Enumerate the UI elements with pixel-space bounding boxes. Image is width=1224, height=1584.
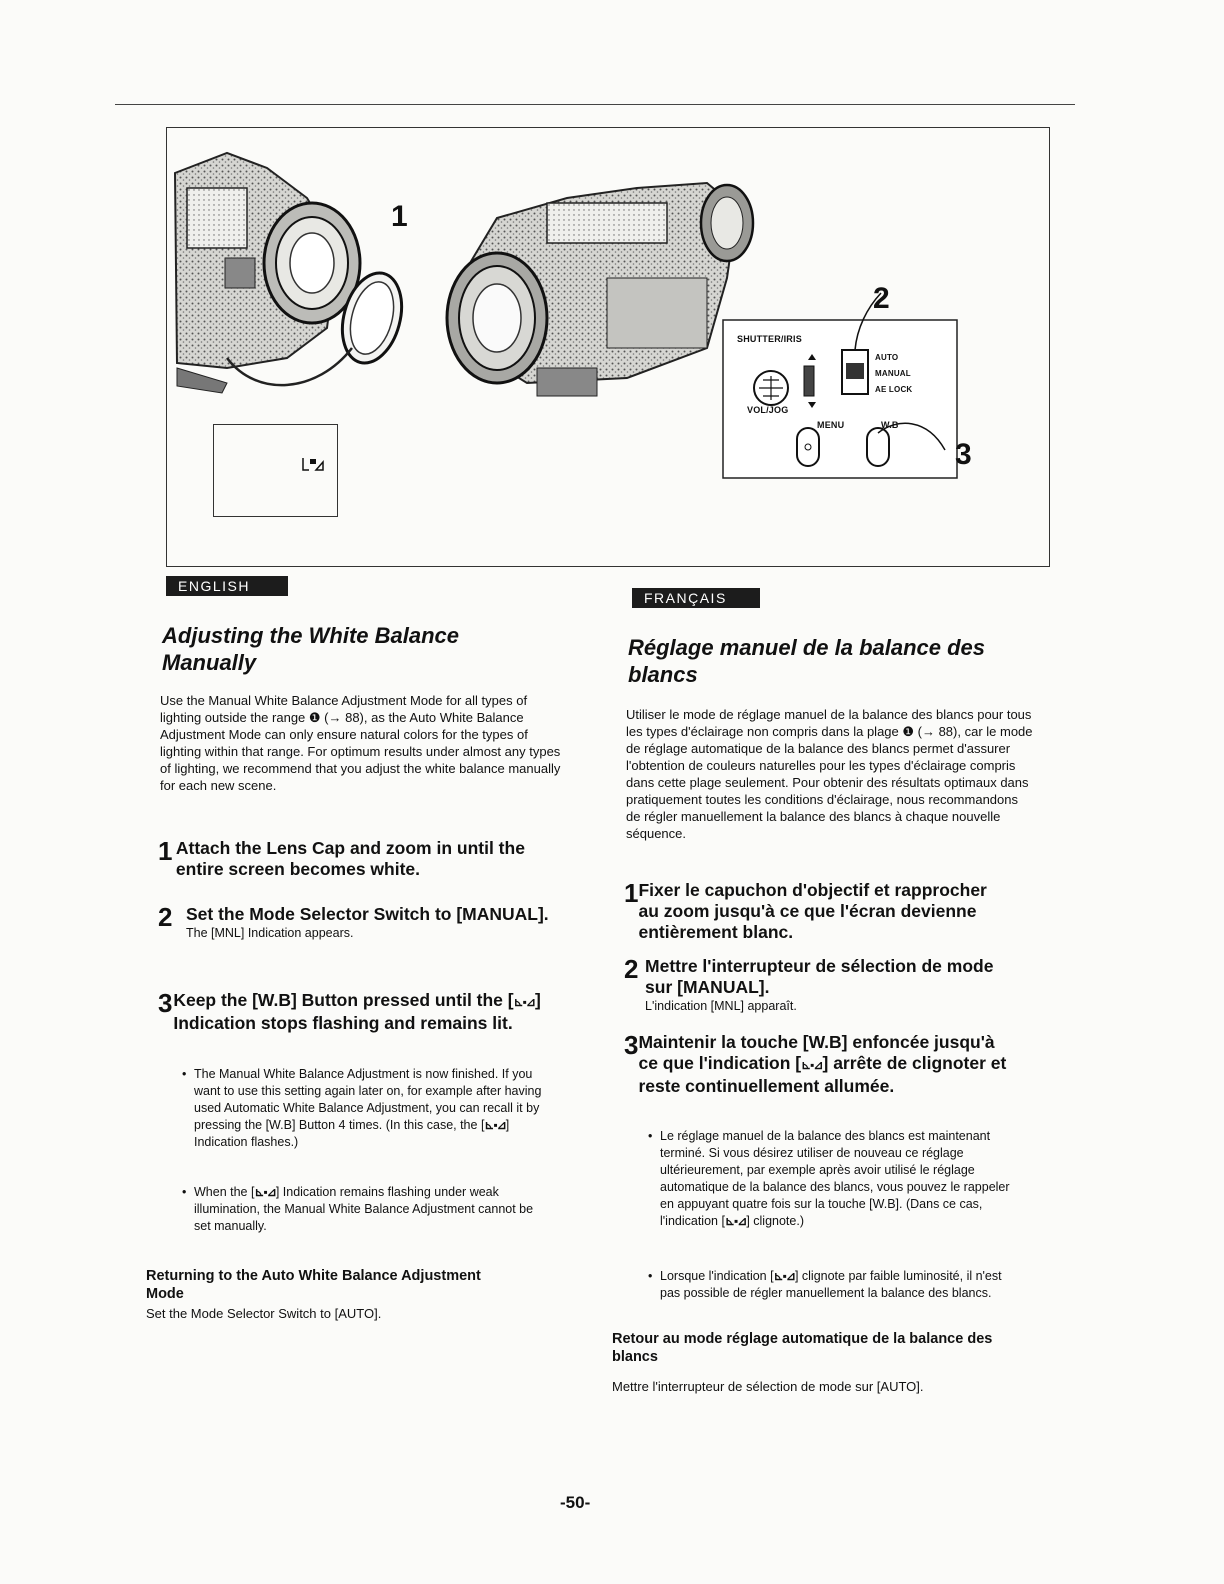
step-number: 3 [158, 988, 173, 1018]
bullet-text-part: ] Indication remains flashing under weak illumination, the Manual White Balance Adjustment cannot be set manually. [194, 1185, 534, 1233]
white-balance-manual-icon: ⊾▪⊿ [801, 1058, 823, 1072]
english-intro: Use the Manual White Balance Adjustment Mode for all types of lighting outside the range ❶ (→ 88), as the Auto White Balance Adjustment Mode can only ensure natural colors for the types of lighting within that range. For optimum results under almost any types of lighting, we recommend that you adjust the white balance manually for each new scene. [160, 693, 561, 793]
bullet-text-part: Le réglage manuel de la balance des blancs est maintenant terminé. Si vous désirez utiliser de nouveau ce réglage ultérieurement, par exemple après avoir utilisé le réglage automatique de la balance des blancs, vous pouvez le rappeler en appuyant quatre fois sur la touche [W.B]. (Dans ce cas, l'indication [ [660, 1129, 1010, 1228]
english-bullet-2 [182, 1184, 542, 1235]
french-step-3 [624, 1032, 1014, 1097]
wb-label: W.B [881, 420, 899, 430]
bullet-text [194, 1184, 542, 1235]
bullet-text-part: ] Indication flashes.) [194, 1118, 510, 1149]
white-balance-manual-icon: ⊾▪⊿ [254, 1185, 276, 1199]
step-number: 1 [624, 878, 639, 908]
white-balance-manual-icon [302, 457, 324, 471]
page-number: -50- [560, 1493, 591, 1512]
step-number: 2 [624, 954, 639, 984]
vol-jog-label: VOL/JOG [747, 405, 789, 415]
step-title [173, 990, 563, 1034]
callout-2: 2 [873, 282, 890, 315]
english-return-heading: Returning to the Auto White Balance Adjustment Mode [146, 1268, 481, 1302]
step-title [638, 1032, 1014, 1097]
step-title: Mettre l'interrupteur de sélection de mode sur [MANUAL]. [645, 956, 994, 997]
french-return-heading: Retour au mode réglage automatique de la balance des blancs [612, 1331, 993, 1365]
bullet-dot: • [182, 1185, 187, 1199]
bullet-dot: • [648, 1269, 653, 1283]
control-panel-inset [723, 293, 957, 478]
french-step-1 [624, 880, 1004, 943]
white-balance-manual-icon: ⊾▪⊿ [484, 1118, 506, 1132]
step-number: 2 [158, 902, 173, 932]
white-balance-manual-icon: ⊾▪⊿ [773, 1269, 795, 1283]
step-note: The [MNL] Indication appears. [186, 926, 354, 940]
bullet-text-part: Lorsque l'indication [ [660, 1269, 774, 1283]
bullet-text-part: When the [ [194, 1185, 255, 1199]
step-note: L'indication [MNL] apparaît. [645, 999, 797, 1013]
mode-auto-label: AUTO [875, 353, 899, 362]
left-camcorder-drawing [175, 153, 411, 393]
right-camcorder-drawing [447, 183, 753, 396]
bullet-dot: • [182, 1067, 187, 1081]
step-title-part: ] Indication stops flashing and remains lit. [173, 990, 541, 1033]
english-step-3 [158, 990, 563, 1034]
french-return-text: Mettre l'interrupteur de sélection de mode sur [AUTO]. [612, 1379, 924, 1394]
bullet-text [660, 1128, 1020, 1230]
english-step-1 [158, 838, 558, 880]
french-step-2 [624, 956, 1004, 1014]
callout-1: 1 [391, 200, 408, 233]
lcd-screen-indication [213, 424, 338, 517]
callout-3: 3 [955, 438, 972, 471]
bullet-text-part: The Manual White Balance Adjustment is now finished. If you want to use this setting again later on, for example after having used Automatic White Balance Adjustment, you can recall it by pressing the [W.B] Button 4 times. (In this case, the [ [194, 1067, 542, 1132]
french-title: Réglage manuel de la balance des blancs [628, 635, 986, 687]
step-title-part: Keep the [W.B] Button pressed until the [ [173, 990, 514, 1010]
top-rule [115, 104, 1075, 105]
bullet-dot: • [648, 1129, 653, 1143]
english-return-text: Set the Mode Selector Switch to [AUTO]. [146, 1306, 382, 1321]
english-tab: ENGLISH [166, 576, 288, 596]
bullet-text [194, 1066, 542, 1151]
step-number: 3 [624, 1030, 639, 1060]
bullet-text [660, 1268, 1020, 1302]
bullet-text-part: ] clignote.) [746, 1214, 804, 1228]
english-step-2 [158, 904, 558, 941]
step-title: Set the Mode Selector Switch to [MANUAL]. [186, 904, 549, 924]
bullet-text-part: ] clignote par faible luminosité, il n'est pas possible de régler manuellement la balance des blancs. [660, 1269, 1002, 1300]
french-bullet-2 [648, 1268, 1020, 1302]
step-title: Attach the Lens Cap and zoom in until the entire screen becomes white. [175, 838, 525, 879]
english-bullet-1 [182, 1066, 542, 1151]
mode-manual-label: MANUAL [875, 369, 911, 378]
french-bullet-1 [648, 1128, 1020, 1230]
french-intro: Utiliser le mode de réglage manuel de la balance des blancs pour tous les types d'éclairage non compris dans la plage ❶ (→ 88), car le mode de réglage automatique de la balance des blancs permet d'assurer l'obtention de couleurs naturelles pour les types d'éclairage compris dans cette plage seulement. Pour obtenir des résultats optimaux dans pratiquement toutes les conditions d'éclairage, nous recommandons de régler manuellement la balance des blancs à chaque nouvelle séquence. [626, 707, 1033, 841]
step-title-part: Maintenir la touche [W.B] enfoncée jusqu'à ce que l'indication [ [638, 1032, 995, 1073]
white-balance-manual-icon: ⊾▪⊿ [513, 995, 535, 1009]
white-balance-manual-icon: ⊾▪⊿ [724, 1214, 747, 1228]
step-title: Fixer le capuchon d'objectif et rapprocher au zoom jusqu'à ce que l'écran devienne entièrement blanc. [638, 880, 987, 942]
english-title: Adjusting the White Balance Manually [162, 623, 460, 675]
step-number: 1 [158, 836, 173, 866]
step-title-part: ] arrête de clignoter et reste continuellement allumée. [638, 1053, 1007, 1096]
shutter-iris-label: SHUTTER/IRIS [737, 334, 802, 344]
mode-ae-lock-label: AE LOCK [875, 385, 913, 394]
menu-label: MENU [817, 420, 845, 430]
french-tab: FRANÇAIS [632, 588, 760, 608]
